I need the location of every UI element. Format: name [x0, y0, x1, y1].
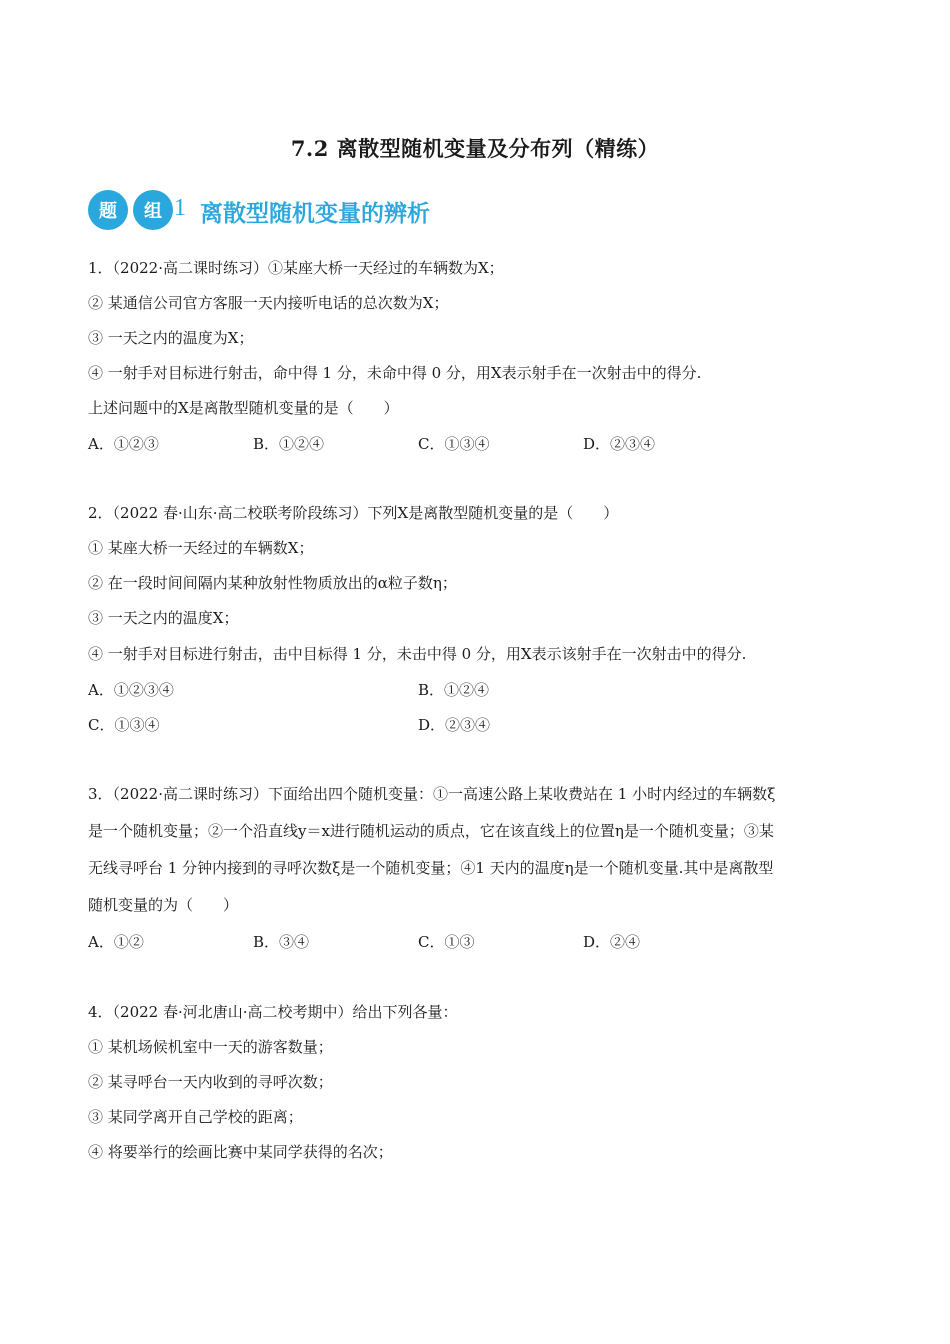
q4-stem: 4．（2022 春·河北唐山·高二校考期中）给出下列各量： — [88, 1003, 458, 1021]
q2-item-4: ④ 一射手对目标进行射击，击中目标得 1 分，未击中得 0 分，用X表示该射手在一次射击中的得分. — [88, 645, 747, 663]
q2-option-d: D．②③④ — [418, 716, 491, 734]
q4-item-1: ① 某机场候机室中一天的游客数量； — [88, 1038, 333, 1056]
group-title: 离散型随机变量的辨析 — [200, 201, 430, 227]
group-badge-ti: 题 — [88, 190, 128, 230]
q2-option-c: C．①③④ — [88, 716, 160, 734]
group-number: 1 — [174, 195, 186, 221]
q3-option-a: A．①② — [88, 933, 144, 951]
q3-option-b: B．③④ — [253, 933, 310, 951]
q1-stem: 1．（2022·高二课时练习）①某座大桥一天经过的车辆数为X； — [88, 259, 504, 277]
question-group-header — [88, 187, 848, 235]
q3-option-d: D．②④ — [583, 933, 641, 951]
q2-option-a: A．①②③④ — [88, 681, 174, 699]
q3-option-c: C．①③ — [418, 933, 475, 951]
q1-item-4: ④ 一射手对目标进行射击，命中得 1 分，未命中得 0 分，用X表示射手在一次射击中的得分. — [88, 364, 702, 382]
q4-item-4: ④ 将要举行的绘画比赛中某同学获得的名次； — [88, 1143, 393, 1161]
q2-item-2: ② 在一段时间间隔内某种放射性物质放出的α粒子数η； — [88, 574, 457, 592]
q1-option-c: C．①③④ — [418, 435, 490, 453]
q4-item-3: ③ 某同学离开自己学校的距离； — [88, 1108, 303, 1126]
q1-option-b: B．①②④ — [253, 435, 325, 453]
q1-option-d: D．②③④ — [583, 435, 656, 453]
q2-option-b: B．①②④ — [418, 681, 490, 699]
page-title: 7.2 离散型随机变量及分布列（精练） — [290, 136, 660, 161]
q3-stem-line-2: 是一个随机变量；②一个沿直线y＝x进行随机运动的质点，它在该直线上的位置η是一个随机变量；③某 — [88, 822, 774, 840]
q1-item-3: ③ 一天之内的温度为X； — [88, 329, 254, 347]
q2-item-3: ③ 一天之内的温度X； — [88, 609, 239, 627]
group-badge-zu: 组 — [133, 190, 173, 230]
q3-stem-line-3: 无线寻呼台 1 分钟内接到的寻呼次数ξ是一个随机变量；④1 天内的温度η是一个随机变量.其中是离散型 — [88, 859, 774, 877]
q1-item-2: ② 某通信公司官方客服一天内接听电话的总次数为X； — [88, 294, 449, 312]
q1-option-a: A．①②③ — [88, 435, 159, 453]
q2-stem: 2．（2022 春·山东·高二校联考阶段练习）下列X是离散型随机变量的是（ ） — [88, 504, 619, 522]
q4-item-2: ② 某寻呼台一天内收到的寻呼次数； — [88, 1073, 333, 1091]
q3-stem-line-1: 3．（2022·高二课时练习）下面给出四个随机变量：①一高速公路上某收费站在 1 小时内经过的车辆数ξ — [88, 785, 776, 803]
q3-stem-line-4: 随机变量的为（ ） — [88, 896, 239, 914]
q2-item-1: ① 某座大桥一天经过的车辆数X； — [88, 539, 314, 557]
q1-question: 上述问题中的X是离散型随机变量的是（ ） — [88, 399, 399, 417]
